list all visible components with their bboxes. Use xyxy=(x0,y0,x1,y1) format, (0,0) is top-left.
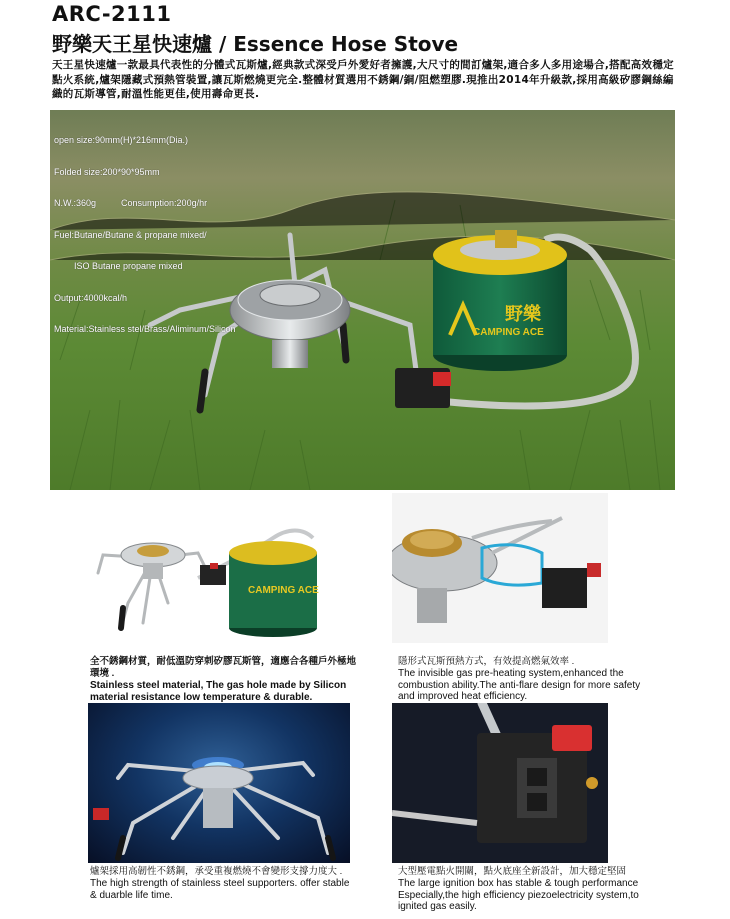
feature-2-zh: 隱形式瓦斯預熱方式，有效提高燃氣效率 . xyxy=(398,656,575,667)
feature-caption-3 xyxy=(90,866,355,901)
spec-fuel: Fuel:Butane/Butane & propane mixed/ xyxy=(54,229,207,240)
spec-weight-consumption: N.W.:360g Consumption:200g/hr xyxy=(54,198,208,208)
feature-caption-4 xyxy=(398,866,668,913)
model-number: ARC-2111 xyxy=(52,2,172,26)
hero-photo xyxy=(50,110,675,490)
feature-caption-2 xyxy=(398,656,643,703)
spec-list xyxy=(54,114,236,356)
feature-canister-text: CAMPING ACE xyxy=(248,585,319,596)
spec-material: Material:Stainless stel/Brass/Aliminum/Silicon xyxy=(54,324,236,334)
feature-photo-ignition xyxy=(392,703,608,863)
feature-3-zh: 爐架採用高韌性不銹鋼，承受重複燃燒不會變形支撐力度大 . xyxy=(90,866,343,877)
feature-photo-preheat xyxy=(392,493,608,643)
product-intro: 天王星快速爐一款最具代表性的分體式瓦斯爐,經典款式深受戶外愛好者擁護,大尺寸的間訂爐架,適合多人多用途場合,搭配高效穩定點火系統,爐架隱藏式預熱管裝置,讓瓦斯燃燒更完全.整體材質選用不銹鋼/銅/阻燃塑膠.現推出2014年升級款,採用高級矽膠鋼絲編織的瓦斯導管,耐溫性能更佳,使用壽命更長. xyxy=(52,59,674,100)
feature-photo-stove-white xyxy=(88,493,344,643)
feature-1-en: Stainless steel material, The gas hole made by Silicon material resistance low temperature & durable. xyxy=(90,680,347,703)
product-title: 野樂天王星快速爐 / Essence Hose Stove xyxy=(52,32,459,56)
feature-caption-1 xyxy=(90,656,360,703)
spec-output: Output:4000kcal/h xyxy=(54,292,128,303)
feature-4-zh: 大型壓電點火開關，點火底座全新設計，加大穩定堅固 xyxy=(398,866,627,877)
canister-brand-text: 野樂 xyxy=(505,304,541,325)
spec-folded-size: Folded size:200*90*95mm xyxy=(54,166,160,177)
canister-sub-text: CAMPING ACE xyxy=(473,327,544,338)
feature-photo-flame xyxy=(88,703,350,863)
feature-1-zh: 全不銹鋼材質，耐低溫防穿刺矽膠瓦斯管，適應合各種戶外極地環境 . xyxy=(90,656,357,679)
spec-open-size: open size:90mm(H)*216mm(Dia.) xyxy=(54,135,189,145)
feature-3-en: The high strength of stainless steel supporters. offer stable & duarble life time. xyxy=(90,878,350,901)
spec-fuel-cont: ISO Butane propane mixed xyxy=(54,261,183,271)
feature-2-en: The invisible gas pre-heating system,enhanced the combustion ability.The anti-flare design for more safety and improved heat efficiency. xyxy=(398,668,641,702)
feature-4-en: The large ignition box has stable & tough performance Especially,the high efficiency piezoelectricity system,to ignited gas easily. xyxy=(398,878,639,912)
